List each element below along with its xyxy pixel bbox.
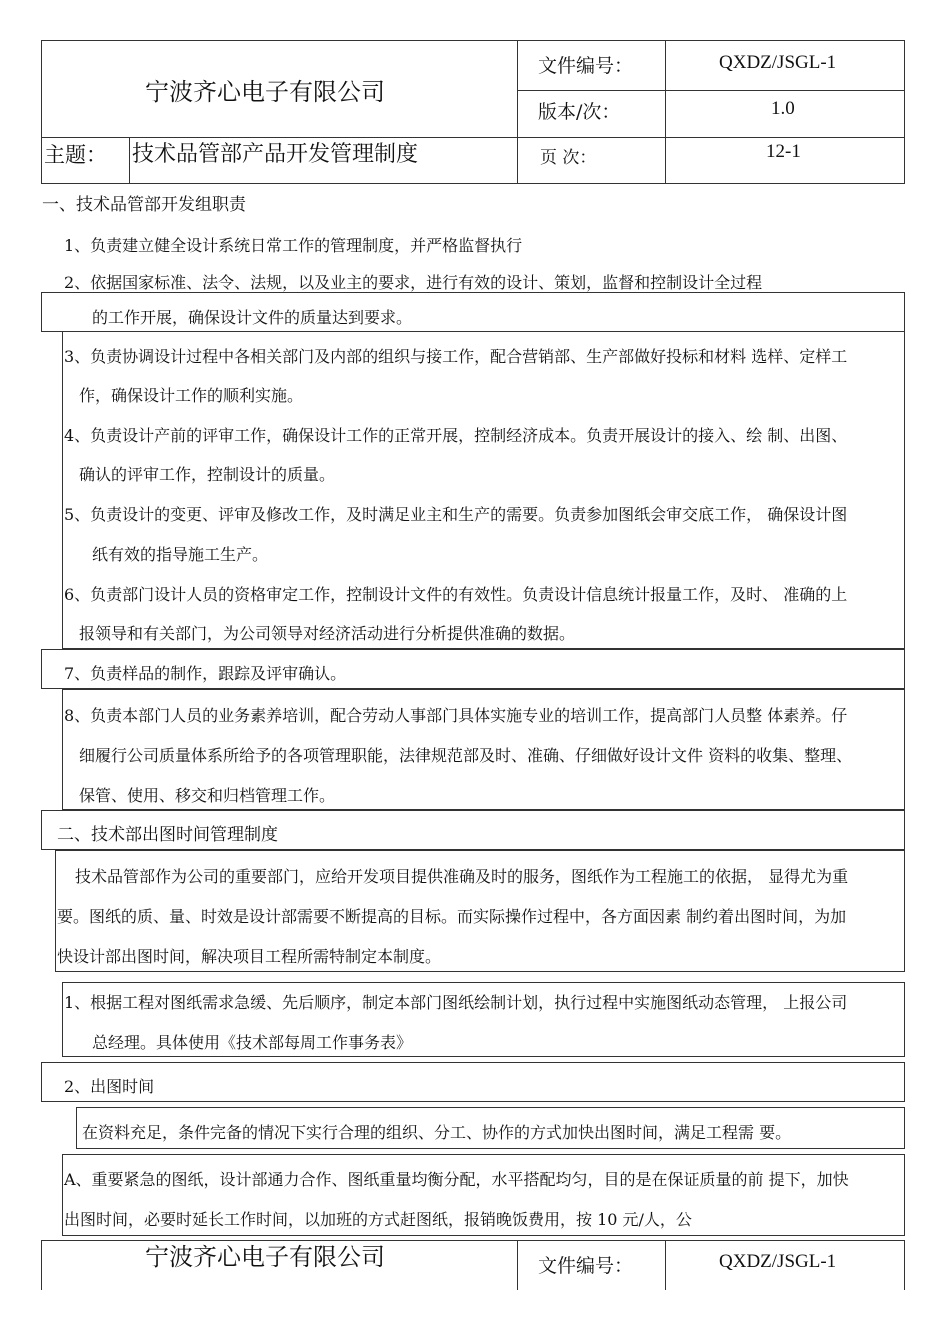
s2-intro-line1: 技术品管部作为公司的重要部门，应给开发项目提供准确及时的服务，图纸作为工程施工的依据， 显得尤为重	[75, 867, 849, 886]
next-file-no-label: 文件编号：	[538, 1255, 634, 1277]
s1-item5-line1: 5、负责设计的变更、评审及修改工作，及时满足业主和生产的需要。负责参加图纸会审交底工作， 确保设计图	[64, 505, 848, 524]
file-no-label: 文件编号：	[538, 55, 634, 77]
s1-item2-line2: 的工作开展，确保设计文件的质量达到要求。	[92, 308, 413, 327]
s1-item1-line1: 1、负责建立健全设计系统日常工作的管理制度，并严格监督执行	[64, 236, 523, 255]
s1-item3-line2: 作，确保设计工作的顺利实施。	[79, 386, 304, 405]
s2-intro-line3: 快设计部出图时间，解决项目工程所需特制定本制度。	[57, 947, 442, 966]
next-file-no-value: QXDZ/JSGL-1	[719, 1251, 837, 1272]
s2-item2-box	[41, 1062, 905, 1102]
s1-item8-line1: 8、负责本部门人员的业务素养培训，配合劳动人事部门具体实施专业的培训工作，提高部门人员整 体素养。仔	[64, 706, 848, 725]
s2-item2-title: 2、出图时间	[64, 1077, 155, 1096]
s1-item6-line2: 报领导和有关部门，为公司领导对经济活动进行分析提供准确的数据。	[79, 624, 576, 643]
s2-itemA-line2: 出图时间，必要时延长工作时间，以加班的方式赶图纸，报销晚饭费用，按 10 元/人，公	[64, 1210, 692, 1229]
s2-item1-line2: 总经理。具体使用《技术部每周工作事务表》	[92, 1033, 413, 1052]
s2-itemA-line1: A、重要紧急的图纸，设计部通力合作、图纸重量均衡分配，水平搭配均匀，目的是在保证质量的前 提下，加快	[64, 1170, 849, 1189]
section1-title: 一、技术品管部开发组职责	[42, 195, 246, 215]
subject-title: 技术品管部产品开发管理制度	[132, 142, 419, 167]
s1-item2-line1: 2、依据国家标准、法令、法规，以及业主的要求，进行有效的设计、策划，监督和控制设计全过程	[64, 273, 763, 292]
s1-item3-line1: 3、负责协调设计过程中各相关部门及内部的组织与接工作，配合营销部、生产部做好投标和材料 选样、定样工	[64, 347, 848, 366]
company-name: 宁波齐心电子有限公司	[145, 78, 385, 106]
version-value: 1.0	[771, 98, 795, 119]
s1-item4-line2: 确认的评审工作，控制设计的质量。	[79, 465, 336, 484]
page-value: 12-1	[766, 141, 801, 162]
s1-item7-line1: 7、负责样品的制作，跟踪及评审确认。	[64, 664, 347, 683]
version-label: 版本/次：	[538, 101, 621, 123]
s2-intro-line2: 要。图纸的质、量、时效是设计部需要不断提高的目标。而实际操作过程中，各方面因素 制约着出图时间，为加	[57, 907, 847, 926]
s2-item1-line1: 1、根据工程对图纸需求急缓、先后顺序，制定本部门图纸绘制计划，执行过程中实施图纸动态管理， 上报公司	[64, 993, 848, 1012]
subject-label: 主题：	[44, 143, 107, 167]
page-label: 页 次：	[540, 148, 597, 168]
s1-item8-line2: 细履行公司质量体系所给予的各项管理职能，法律规范部及时、准确、仔细做好设计文件 资料的收集、整理、	[79, 746, 853, 765]
s2-item2-text: 在资料充足，条件完备的情况下实行合理的组织、分工、协作的方式加快出图时间，满足工程需 要。	[82, 1123, 792, 1142]
s1-item8-line3: 保管、使用、移交和归档管理工作。	[79, 786, 336, 805]
section2-title: 二、技术部出图时间管理制度	[57, 825, 278, 845]
file-no-value: QXDZ/JSGL-1	[719, 52, 837, 73]
next-company-name: 宁波齐心电子有限公司	[145, 1243, 385, 1271]
s1-item4-line1: 4、负责设计产前的评审工作，确保设计工作的正常开展，控制经济成本。负责开展设计的接入、绘 制、出图、	[64, 426, 848, 445]
s1-item5-line2: 纸有效的指导施工生产。	[92, 545, 269, 564]
s1-item6-line1: 6、负责部门设计人员的资格审定工作，控制设计文件的有效性。负责设计信息统计报量工作，及时、 准确的上	[64, 585, 848, 604]
